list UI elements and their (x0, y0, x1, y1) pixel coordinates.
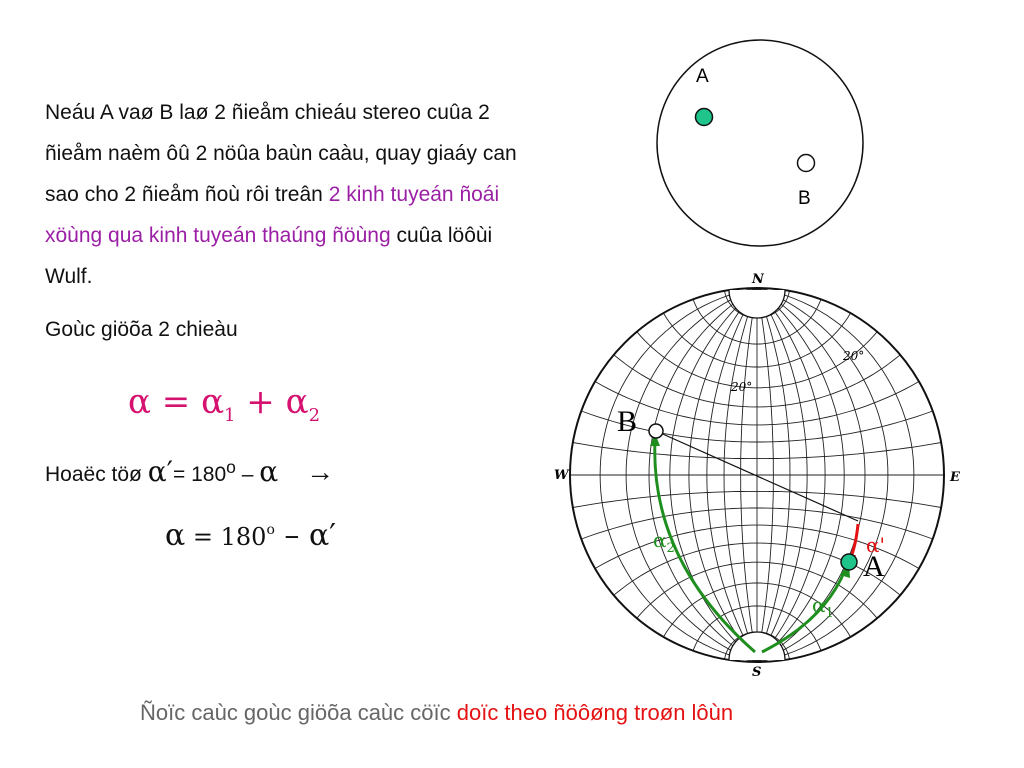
angle-20-left: 20° (731, 380, 753, 394)
net-grid (570, 288, 944, 662)
alpha2-label: $\alpha_2$ (653, 528, 675, 556)
formula-alt (45, 455, 334, 488)
west-label: W (554, 468, 569, 483)
formula-result (165, 518, 336, 553)
net-point-b (649, 424, 663, 438)
caption-gray: Ñoïc caùc goùc giöõa caùc cöïc (140, 700, 457, 725)
net-label-a: A (863, 550, 885, 583)
wulff-net (545, 262, 970, 685)
result-value: = 180 (185, 523, 267, 551)
point-a-marker (696, 109, 713, 126)
result-alpha: α (165, 518, 186, 553)
projection-circle (650, 35, 880, 255)
point-a-label: A (696, 66, 709, 87)
south-label: S (752, 665, 762, 680)
alpha1-symbol: α (201, 382, 225, 422)
alt-alpha: α (259, 455, 279, 488)
alt-value: = 180 (172, 463, 227, 486)
alpha1-subscript: 1 (224, 404, 236, 426)
alt-degree: o (226, 457, 236, 477)
angle-heading: Goùc giöõa 2 chieàu (45, 318, 238, 341)
net-label-b: B (617, 405, 638, 438)
result-degree: o (266, 522, 275, 538)
point-b-label: B (798, 188, 811, 209)
east-label: E (950, 470, 960, 485)
alpha2-symbol: α (285, 382, 309, 422)
point-b-marker (798, 155, 815, 172)
alpha2-subscript: 2 (308, 404, 321, 426)
alpha1-label: $\alpha_1$ (812, 593, 834, 621)
intro-paragraph (45, 92, 545, 297)
alpha-prime-symbol: α′ (147, 455, 173, 488)
north-label: N (752, 272, 764, 287)
plus: + (235, 382, 286, 422)
intro-text-2: cuûa löôùi Wulf. (45, 224, 493, 288)
caption-red: doïc theo ñöôøng troøn lôùn (456, 700, 734, 725)
result-alpha-prime: α′ (308, 518, 337, 553)
caption (140, 700, 733, 726)
equals: = (150, 382, 202, 422)
intro-highlight: 2 kinh tuyeán ñoái xöùng qua kinh tuyeán thaúng ñöùng (45, 183, 500, 247)
formula-sum (128, 382, 320, 426)
intro-text-1: Neáu A vaø B laø 2 ñieåm chieáu stereo cuûa 2 ñieåm naèm ôû 2 nöûa baùn caàu, quay giaáy can sao cho 2 ñieåm ñoù rôi treân (45, 101, 517, 206)
outline-circle (657, 40, 863, 246)
alt-prefix: Hoaëc töø (45, 463, 148, 486)
result-minus: – (274, 518, 309, 553)
angle-20-top: 20° (843, 349, 865, 363)
arrow-right-icon: → (306, 456, 335, 487)
alt-minus: – (235, 463, 260, 486)
net-point-a (841, 554, 857, 570)
alpha-prime-label: α' (866, 533, 886, 557)
alpha-symbol: α (128, 382, 151, 422)
